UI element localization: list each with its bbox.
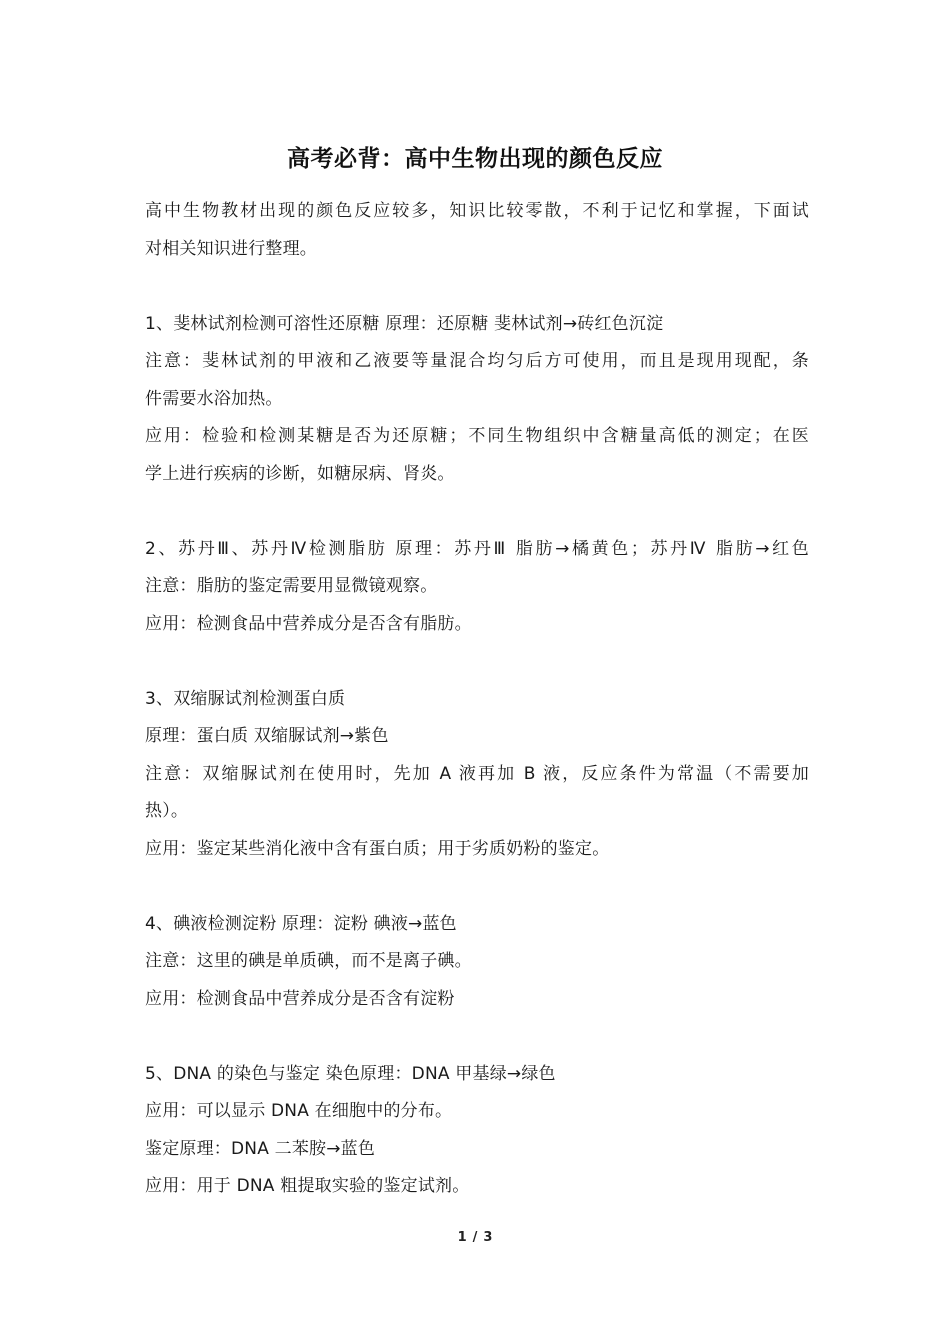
- section-line: 应用：检测食品中营养成分是否含有脂肪。: [145, 613, 472, 634]
- section-line: 原理：蛋白质 双缩脲试剂→紫色: [145, 726, 389, 746]
- paragraph-gap: [145, 643, 809, 681]
- intro-paragraph: [145, 193, 809, 268]
- paragraph-gap: [145, 1018, 809, 1056]
- intro-line: 对相关知识进行整理。: [145, 238, 317, 259]
- section-line: 鉴定原理：DNA 二苯胺→蓝色: [145, 1138, 376, 1159]
- section-heading: 2、苏丹Ⅲ、苏丹Ⅳ检测脂肪 原理：苏丹Ⅲ 脂肪→橘黄色；苏丹Ⅳ 脂肪→红色: [145, 538, 809, 559]
- section-line: 注意：斐林试剂的甲液和乙液要等量混合均匀后方可使用，而且是现用现配，条: [145, 351, 809, 371]
- section-heading: 5、DNA 的染色与鉴定 染色原理：DNA 甲基绿→绿色: [145, 1063, 556, 1084]
- section-iodine: [145, 906, 809, 1019]
- intro-line: 高中生物教材出现的颜色反应较多，知识比较零散，不利于记忆和掌握，下面试: [145, 201, 809, 221]
- section-line: 注意：脂肪的鉴定需要用显微镜观察。: [145, 576, 438, 596]
- section-heading: 4、碘液检测淀粉 原理：淀粉 碘液→蓝色: [145, 913, 457, 934]
- current-page: 1: [457, 1230, 467, 1245]
- paragraph-gap: [145, 868, 809, 906]
- section-line: 注意：双缩脲试剂在使用时，先加 A 液再加 B 液，反应条件为常温（不需要加: [145, 763, 809, 784]
- paragraph-gap: [145, 493, 809, 531]
- page-number: [0, 1228, 950, 1248]
- paragraph-gap: [145, 268, 809, 306]
- section-sudan: [145, 531, 809, 644]
- total-pages: 3: [483, 1230, 493, 1245]
- section-line: 注意：这里的碘是单质碘，而不是离子碘。: [145, 951, 472, 971]
- section-line: 热）。: [145, 801, 189, 821]
- document-body: [145, 193, 809, 1206]
- section-line: 应用：检测食品中营养成分是否含有淀粉: [145, 988, 455, 1009]
- section-line: 应用：用于 DNA 粗提取实验的鉴定试剂。: [145, 1176, 470, 1196]
- section-heading: 1、斐林试剂检测可溶性还原糖 原理：还原糖 斐林试剂→砖红色沉淀: [145, 313, 664, 334]
- section-dna: [145, 1056, 809, 1206]
- page-separator: /: [472, 1230, 478, 1245]
- section-biuret: [145, 681, 809, 869]
- section-line: 学上进行疾病的诊断，如糖尿病、肾炎。: [145, 463, 455, 484]
- section-heading: 3、双缩脲试剂检测蛋白质: [145, 688, 346, 709]
- section-fehling: [145, 306, 809, 494]
- section-line: 件需要水浴加热。: [145, 388, 283, 409]
- section-line: 应用：检验和检测某糖是否为还原糖；不同生物组织中含糖量高低的测定；在医: [145, 426, 809, 446]
- document-title: 高考必背：高中生物出现的颜色反应: [287, 146, 663, 172]
- section-line: 应用：鉴定某些消化液中含有蛋白质；用于劣质奶粉的鉴定。: [145, 838, 610, 859]
- section-line: 应用：可以显示 DNA 在细胞中的分布。: [145, 1101, 453, 1121]
